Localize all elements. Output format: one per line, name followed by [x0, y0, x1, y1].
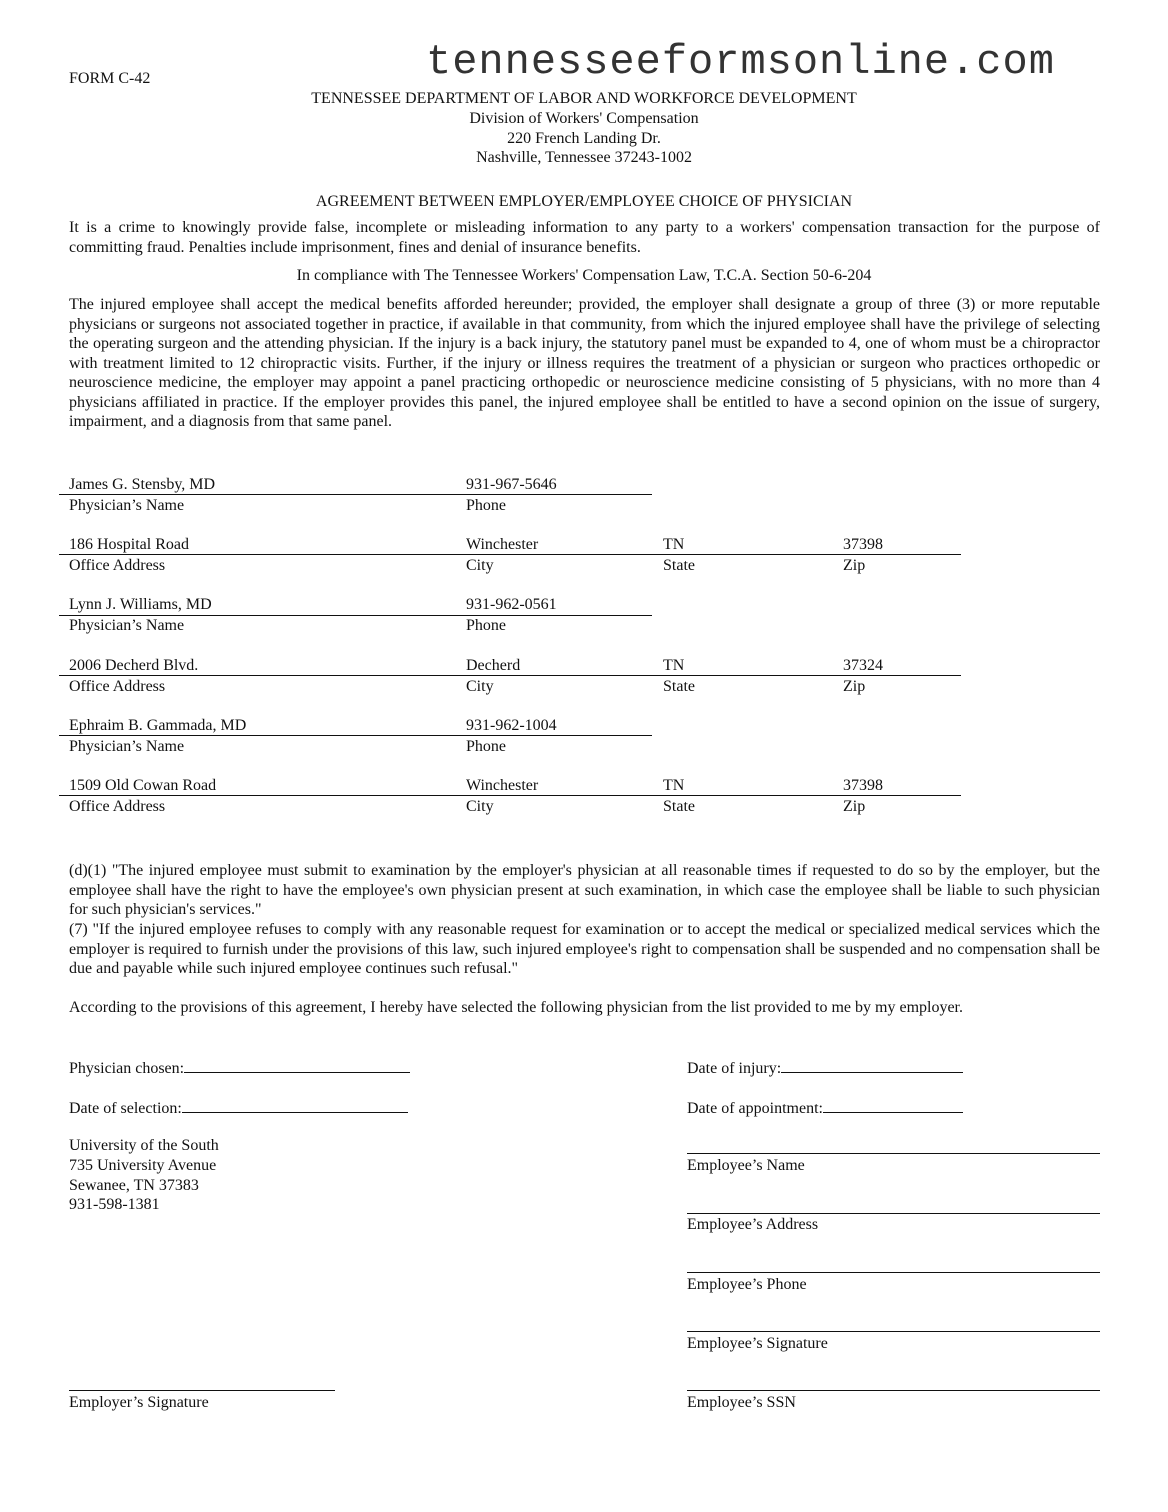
physician-1-address-line — [59, 554, 961, 555]
date-of-appointment-field[interactable] — [687, 1098, 963, 1118]
employer-phone: 931-598-1381 — [69, 1196, 160, 1213]
physician-1-zip: 37398 — [843, 536, 883, 553]
agency-address-1: 220 French Landing Dr. — [507, 130, 661, 147]
physician-name-label: Physician’s Name — [69, 738, 185, 755]
physician-name-label: Physician’s Name — [69, 497, 185, 514]
physician-1-name-line — [59, 494, 652, 495]
physician-2-address: 2006 Decherd Blvd. — [69, 657, 199, 674]
date-of-appointment-label: Date of appointment: — [687, 1100, 823, 1117]
state-label: State — [663, 798, 695, 815]
employee-address-label: Employee’s Address — [687, 1216, 819, 1233]
city-label: City — [466, 557, 494, 574]
office-address-label: Office Address — [69, 678, 166, 695]
physician-3-phone: 931-962-1004 — [466, 717, 557, 734]
physician-2-zip: 37324 — [843, 657, 883, 674]
phone-label: Phone — [466, 738, 506, 755]
fraud-notice: It is a crime to knowingly provide false, incomplete or misleading information to any party to a workers' compensation transaction for the purpose of committing fraud. Penalties include imprisonment, fines and denial of insurance benefits. — [69, 219, 1100, 256]
date-of-selection-blank[interactable] — [182, 1098, 408, 1113]
physician-2-state: TN — [663, 657, 685, 674]
zip-label: Zip — [843, 557, 866, 574]
physician-2-name-line — [59, 615, 652, 616]
form-title: AGREEMENT BETWEEN EMPLOYER/EMPLOYEE CHOICE OF PHYSICIAN — [315, 193, 853, 210]
division-name: Division of Workers' Compensation — [469, 110, 699, 127]
phone-label: Phone — [466, 497, 506, 514]
employee-ssn-line[interactable] — [687, 1390, 1100, 1391]
physician-chosen-field[interactable] — [69, 1058, 410, 1078]
employee-signature-line[interactable] — [687, 1331, 1100, 1332]
physician-chosen-label: Physician chosen: — [69, 1060, 185, 1077]
date-of-injury-blank[interactable] — [781, 1058, 963, 1073]
physician-1-state: TN — [663, 536, 685, 553]
physician-2-address-line — [59, 675, 961, 676]
compliance-statement: In compliance with The Tennessee Workers' Compensation Law, T.C.A. Section 50-6-204 — [296, 267, 872, 284]
employee-name-line[interactable] — [687, 1153, 1100, 1154]
city-label: City — [466, 678, 494, 695]
form-number: FORM C-42 — [69, 70, 151, 87]
employee-phone-line[interactable] — [687, 1272, 1100, 1273]
date-of-selection-label: Date of selection: — [69, 1100, 182, 1117]
office-address-label: Office Address — [69, 798, 166, 815]
employee-signature-label: Employee’s Signature — [687, 1335, 828, 1352]
zip-label: Zip — [843, 798, 866, 815]
employer-name: University of the South — [69, 1137, 219, 1154]
phone-label: Phone — [466, 617, 506, 634]
physician-3-name-line — [59, 735, 652, 736]
intro-paragraph: The injured employee shall accept the medical benefits afforded hereunder; provided, the employer shall designate a group of three (3) or more reputable physicians or surgeons not associated together in practice, if available in that community, from which the injured employee shall have the privilege of selecting the operating surgeon and the attending physician. If the injury is a back injury, the statutory panel must be expanded to 4, one of whom must be a chiropractor with treatment limited to 12 chiropractic visits. Further, if the injury or illness requires the treatment of a physician or surgeon who practices orthopedic or neuroscience medicine, the employer may appoint a panel practicing orthopedic or neuroscience medicine consisting of 5 physicians, with no more than 4 physicians affiliated in practice. If the employer provides this panel, the injured employee shall be entitled to have a second opinion on the issue of surgery, impairment, and a diagnosis from that same panel. — [69, 296, 1100, 430]
office-address-label: Office Address — [69, 557, 166, 574]
employer-signature-label: Employer’s Signature — [69, 1394, 209, 1411]
site-watermark: tennesseeformsonline.com — [426, 38, 1055, 86]
employee-name-label: Employee’s Name — [687, 1157, 805, 1174]
date-of-selection-field[interactable] — [69, 1098, 408, 1118]
agency-address-2: Nashville, Tennessee 37243-1002 — [476, 149, 692, 166]
date-of-injury-field[interactable] — [687, 1058, 963, 1078]
physician-3-city: Winchester — [466, 777, 539, 794]
selection-statement: According to the provisions of this agreement, I hereby have selected the following physician from the list provided to me by my employer. — [69, 999, 963, 1016]
date-of-injury-label: Date of injury: — [687, 1060, 782, 1077]
employee-address-line[interactable] — [687, 1213, 1100, 1214]
physician-3-address-line — [59, 795, 961, 796]
physician-1-city: Winchester — [466, 536, 539, 553]
employer-signature-line[interactable] — [69, 1390, 335, 1391]
state-label: State — [663, 678, 695, 695]
agency-name: TENNESSEE DEPARTMENT OF LABOR AND WORKFORCE DEVELOPMENT — [311, 90, 857, 107]
employee-phone-label: Employee’s Phone — [687, 1276, 807, 1293]
physician-3-name: Ephraim B. Gammada, MD — [69, 717, 247, 734]
physician-1-name: James G. Stensby, MD — [69, 476, 216, 493]
employer-city-line: Sewanee, TN 37383 — [69, 1177, 199, 1194]
physician-name-label: Physician’s Name — [69, 617, 185, 634]
employee-ssn-label: Employee’s SSN — [687, 1394, 796, 1411]
physician-2-phone: 931-962-0561 — [466, 596, 557, 613]
law-d1-paragraph: (d)(1) "The injured employee must submit to examination by the employer's physician at all reasonable times if requested to do so by the employer, but the employee shall have the right to have the employee's own physician present at such examination, in which case the employee shall be liable to such physician for such physician's services." — [69, 862, 1100, 918]
physician-3-zip: 37398 — [843, 777, 883, 794]
physician-chosen-blank[interactable] — [184, 1058, 410, 1073]
city-label: City — [466, 798, 494, 815]
physician-1-address: 186 Hospital Road — [69, 536, 189, 553]
physician-2-city: Decherd — [466, 657, 521, 674]
physician-3-address: 1509 Old Cowan Road — [69, 777, 217, 794]
physician-3-state: TN — [663, 777, 685, 794]
physician-1-phone: 931-967-5646 — [466, 476, 557, 493]
date-of-appointment-blank[interactable] — [823, 1098, 963, 1113]
state-label: State — [663, 557, 695, 574]
law-7-paragraph: (7) "If the injured employee refuses to comply with any reasonable request for examination or to accept the medical or specialized medical services which the employer is required to furnish under the provisions of this law, such injured employee's right to compensation shall be suspended and no compensation shall be due and payable while such injured employee continues such refusal." — [69, 921, 1100, 977]
physician-2-name: Lynn J. Williams, MD — [69, 596, 212, 613]
employer-street: 735 University Avenue — [69, 1157, 217, 1174]
zip-label: Zip — [843, 678, 866, 695]
